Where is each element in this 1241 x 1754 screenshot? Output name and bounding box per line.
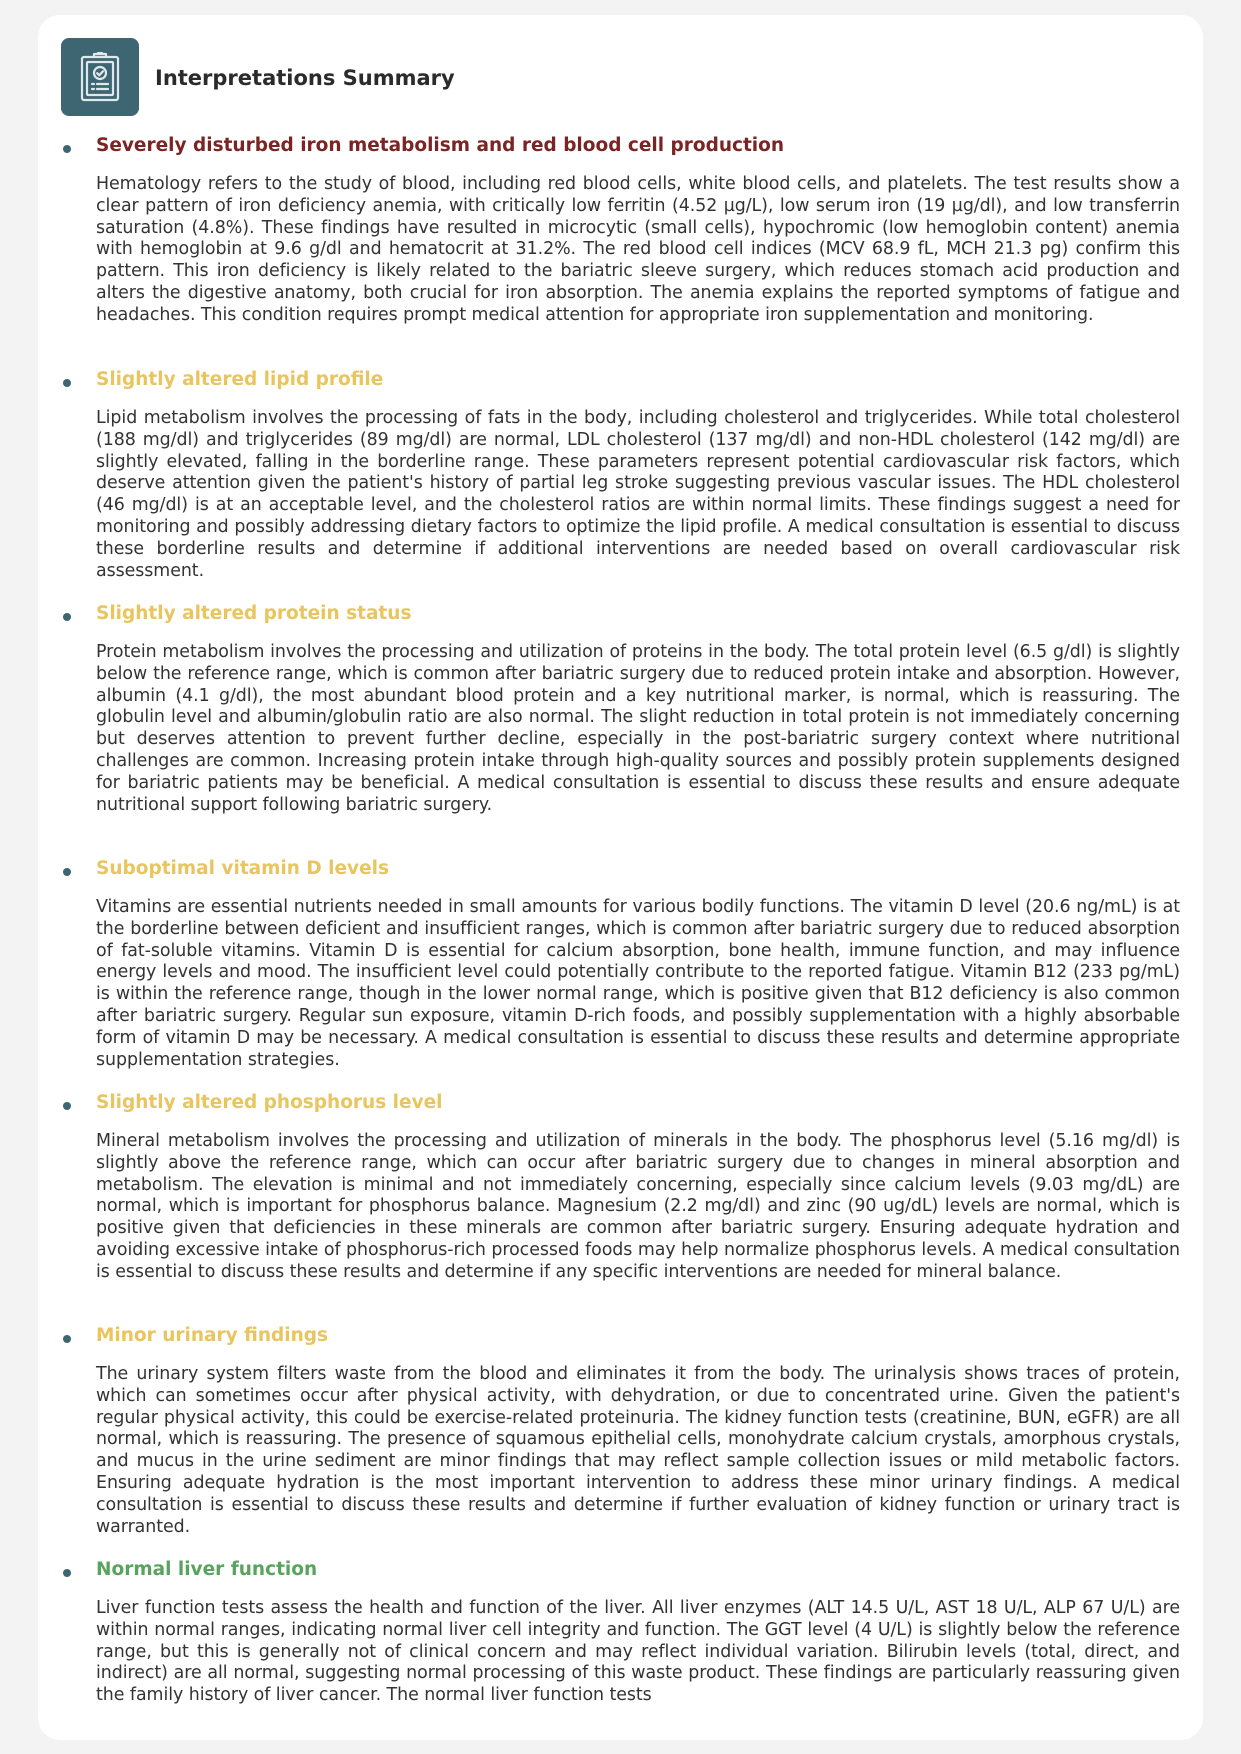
bullet-icon (63, 1335, 71, 1343)
section-body: Liver function tests assess the health and function of the liver. All liver enzymes (ALT 14.5 U/L, AST 18 U/L, ALP 67 U/L) are within normal ranges, indicating normal liver cell integrity and function. The GGT level (4 U/L) is slightly below the reference range, but this is generally not of clinical concern and may reflect individual variation. Bilirubin levels (total, direct, and indirect) are all normal, suggesting normal processing of this waste product. These findings are particularly reassuring given the family history of liver cancer. The normal liver function tests (96, 1598, 1180, 1706)
interpretations-summary-card (38, 15, 1203, 1740)
page-title: Interpretations Summary (155, 66, 455, 90)
section-body: The urinary system filters waste from the blood and eliminates it from the body. The urinalysis shows traces of protein, which can sometimes occur after physical activity, with dehydration, or due to concentrated urine. Given the patient's regular physical activity, this could be exercise-related proteinuria. The kidney function tests (creatinine, BUN, eGFR) are all normal, which is reassuring. The presence of squamous epithelial cells, monohydrate calcium crystals, amorphous crystals, and mucus in the urine sediment are minor findings that may reflect sample collection issues or mild metabolic factors. Ensuring adequate hydration is the most important intervention to address these minor urinary findings. A medical consultation is essential to discuss these results and determine if further evaluation of kidney function or urinary tract is warranted. (96, 1364, 1180, 1537)
section-title: Minor urinary findings (96, 1325, 328, 1346)
summary-header (61, 38, 455, 116)
interpretation-item-urinary (38, 1325, 1203, 1559)
interpretation-item-phosphorus (38, 1092, 1203, 1325)
section-body: Protein metabolism involves the processing and utilization of proteins in the body. The total protein level (6.5 g/dl) is slightly below the reference range, which is common after bariatric surgery due to reduced protein intake and absorption. However, albumin (4.1 g/dl), the most abundant blood protein and a key nutritional marker, is normal, which is reassuring. The globulin level and albumin/globulin ratio are also normal. The slight reduction in total protein is not immediately concerning but deserves attention to prevent further decline, especially in the post-bariatric surgery context where nutritional challenges are common. Increasing protein intake through high-quality sources and possibly protein supplements designed for bariatric patients may be beneficial. A medical consultation is essential to discuss these results and ensure adequate nutritional support following bariatric surgery. (96, 642, 1180, 815)
section-title: Severely disturbed iron metabolism and red blood cell production (96, 135, 785, 156)
section-title: Slightly altered protein status (96, 603, 412, 624)
clipboard-check-icon (61, 38, 139, 116)
section-title: Suboptimal vitamin D levels (96, 858, 390, 879)
bullet-icon (63, 868, 71, 876)
section-title: Slightly altered lipid profile (96, 369, 384, 390)
section-body: Hematology refers to the study of blood, including red blood cells, white blood cells, and platelets. The test results show a clear pattern of iron deficiency anemia, with critically low ferritin (4.52 µg/L), low serum iron (19 µg/dl), and low transferrin saturation (4.8%). These findings have resulted in microcytic (small cells), hypochromic (low hemoglobin content) anemia with hemoglobin at 9.6 g/dl and hematocrit at 31.2%. The red blood cell indices (MCV 68.9 fL, MCH 21.3 pg) confirm this pattern. This iron deficiency is likely related to the bariatric sleeve surgery, which reduces stomach acid production and alters the digestive anatomy, both crucial for iron absorption. The anemia explains the reported symptoms of fatigue and headaches. This condition requires prompt medical attention for appropriate iron supplementation and monitoring. (96, 174, 1180, 325)
interpretation-item-liver (38, 1559, 1203, 1707)
bullet-icon (63, 145, 71, 153)
section-title: Slightly altered phosphorus level (96, 1092, 443, 1113)
section-body: Lipid metabolism involves the processing of fats in the body, including cholesterol and triglycerides. While total cholesterol (188 mg/dl) and triglycerides (89 mg/dl) are normal, LDL cholesterol (137 mg/dl) and non-HDL cholesterol (142 mg/dl) are slightly elevated, falling in the borderline range. These parameters represent potential cardiovascular risk factors, which deserve attention given the patient's history of partial leg stroke suggesting previous vascular issues. The HDL cholesterol (46 mg/dl) is at an acceptable level, and the cholesterol ratios are within normal limits. These findings suggest a need for monitoring and possibly addressing dietary factors to optimize the lipid profile. A medical consultation is essential to discuss these borderline results and determine if additional interventions are needed based on overall cardiovascular risk assessment. (96, 408, 1180, 581)
bullet-icon (63, 613, 71, 621)
section-body: Vitamins are essential nutrients needed in small amounts for various bodily functions. The vitamin D level (20.6 ng/mL) is at the borderline between deficient and insufficient ranges, which is common after bariatric surgery due to reduced absorption of fat-soluble vitamins. Vitamin D is essential for calcium absorption, bone health, immune function, and may influence energy levels and mood. The insufficient level could potentially contribute to the reported fatigue. Vitamin B12 (233 pg/mL) is within the reference range, though in the lower normal range, which is positive given that B12 deficiency is also common after bariatric surgery. Regular sun exposure, vitamin D-rich foods, and possibly supplementation with a highly absorbable form of vitamin D may be necessary. A medical consultation is essential to discuss these results and determine appropriate supplementation strategies. (96, 897, 1180, 1070)
section-body: Mineral metabolism involves the processing and utilization of minerals in the body. The phosphorus level (5.16 mg/dl) is slightly above the reference range, which can occur after bariatric surgery due to changes in mineral absorption and metabolism. The elevation is minimal and not immediately concerning, especially since calcium levels (9.03 mg/dL) are normal, which is important for phosphorus balance. Magnesium (2.2 mg/dl) and zinc (90 ug/dL) levels are normal, which is positive given that deficiencies in these minerals are common after bariatric surgery. Ensuring adequate hydration and avoiding excessive intake of phosphorus-rich processed foods may help normalize phosphorus levels. A medical consultation is essential to discuss these results and determine if any specific interventions are needed for mineral balance. (96, 1131, 1180, 1282)
interpretation-item-lipid (38, 369, 1203, 603)
interpretation-item-vitamin-d (38, 858, 1203, 1092)
section-title: Normal liver function (96, 1559, 318, 1580)
interpretation-item-iron (38, 135, 1203, 369)
interpretation-list (38, 135, 1203, 1707)
bullet-icon (63, 1102, 71, 1110)
bullet-icon (63, 1569, 71, 1577)
bullet-icon (63, 379, 71, 387)
interpretation-item-protein (38, 603, 1203, 858)
